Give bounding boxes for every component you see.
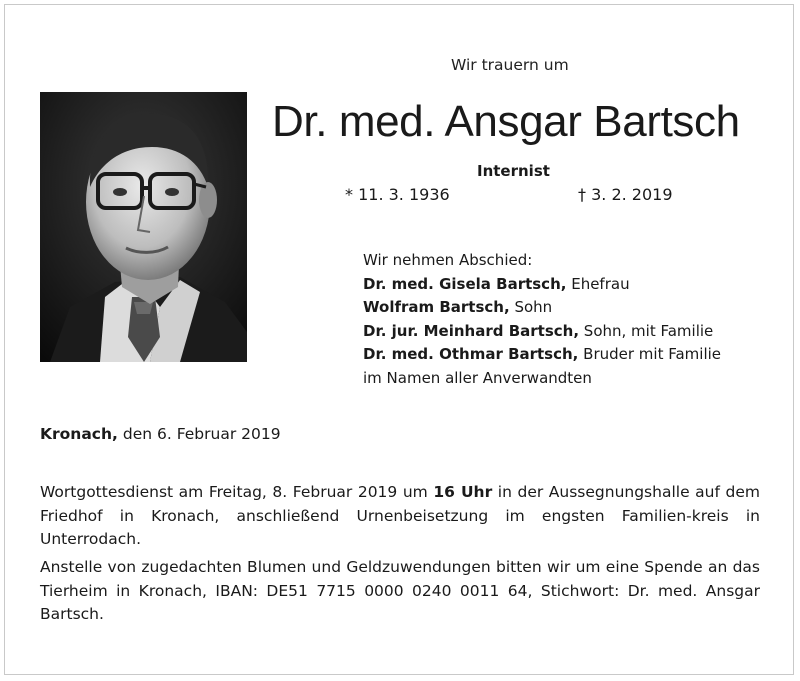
mourner-name: Wolfram Bartsch, [363, 298, 510, 316]
service-text-before: Wortgottesdienst am Freitag, 8. Februar 2019 um [40, 483, 434, 501]
mourner-name: Dr. med. Othmar Bartsch, [363, 345, 579, 363]
mourner-entry [363, 273, 721, 297]
mourner-name: Dr. jur. Meinhard Bartsch, [363, 321, 580, 340]
deceased-name: Dr. med. Ansgar Bartsch [272, 97, 740, 146]
mourner-entry [363, 320, 721, 344]
birth-date: * 11. 3. 1936 [345, 185, 450, 204]
mourner-entry [363, 296, 721, 320]
mourners-closing: im Namen aller Anverwandten [363, 368, 592, 387]
mourners-block [363, 249, 721, 390]
mourner-relation: Sohn [509, 298, 553, 316]
mourners-heading: Wir nehmen Abschied: [363, 251, 533, 269]
intro-text: Wir trauern um [451, 56, 569, 74]
portrait-photo [40, 92, 247, 362]
service-time: 16 Uhr [433, 483, 493, 501]
death-date: † 3. 2. 2019 [578, 185, 673, 204]
mourner-relation: Sohn, mit Familie [579, 321, 714, 340]
mourner-name: Dr. med. Gisela Bartsch, [363, 274, 567, 293]
date: den 6. Februar 2019 [117, 425, 281, 443]
mourner-relation: Bruder mit Familie [578, 345, 722, 363]
service-text-after: in der Aussegnungshalle auf dem Friedhof in Kronach, anschließend Urnenbeisetzung im engsten Familien-kreis in Unterrodach. [40, 483, 760, 548]
profession: Internist [477, 162, 550, 180]
place: Kronach, [40, 425, 118, 443]
service-paragraph [40, 481, 760, 552]
place-date [40, 425, 281, 443]
mourner-entry [363, 343, 721, 367]
donation-paragraph: Anstelle von zugedachten Blumen und Geldzuwendungen bitten wir um eine Spende an das Tierheim in Kronach, IBAN: DE51 7715 0000 0240 0011 64, Stichwort: Dr. med. Ansgar Bartsch. [40, 558, 760, 623]
mourner-relation: Ehefrau [566, 274, 630, 293]
